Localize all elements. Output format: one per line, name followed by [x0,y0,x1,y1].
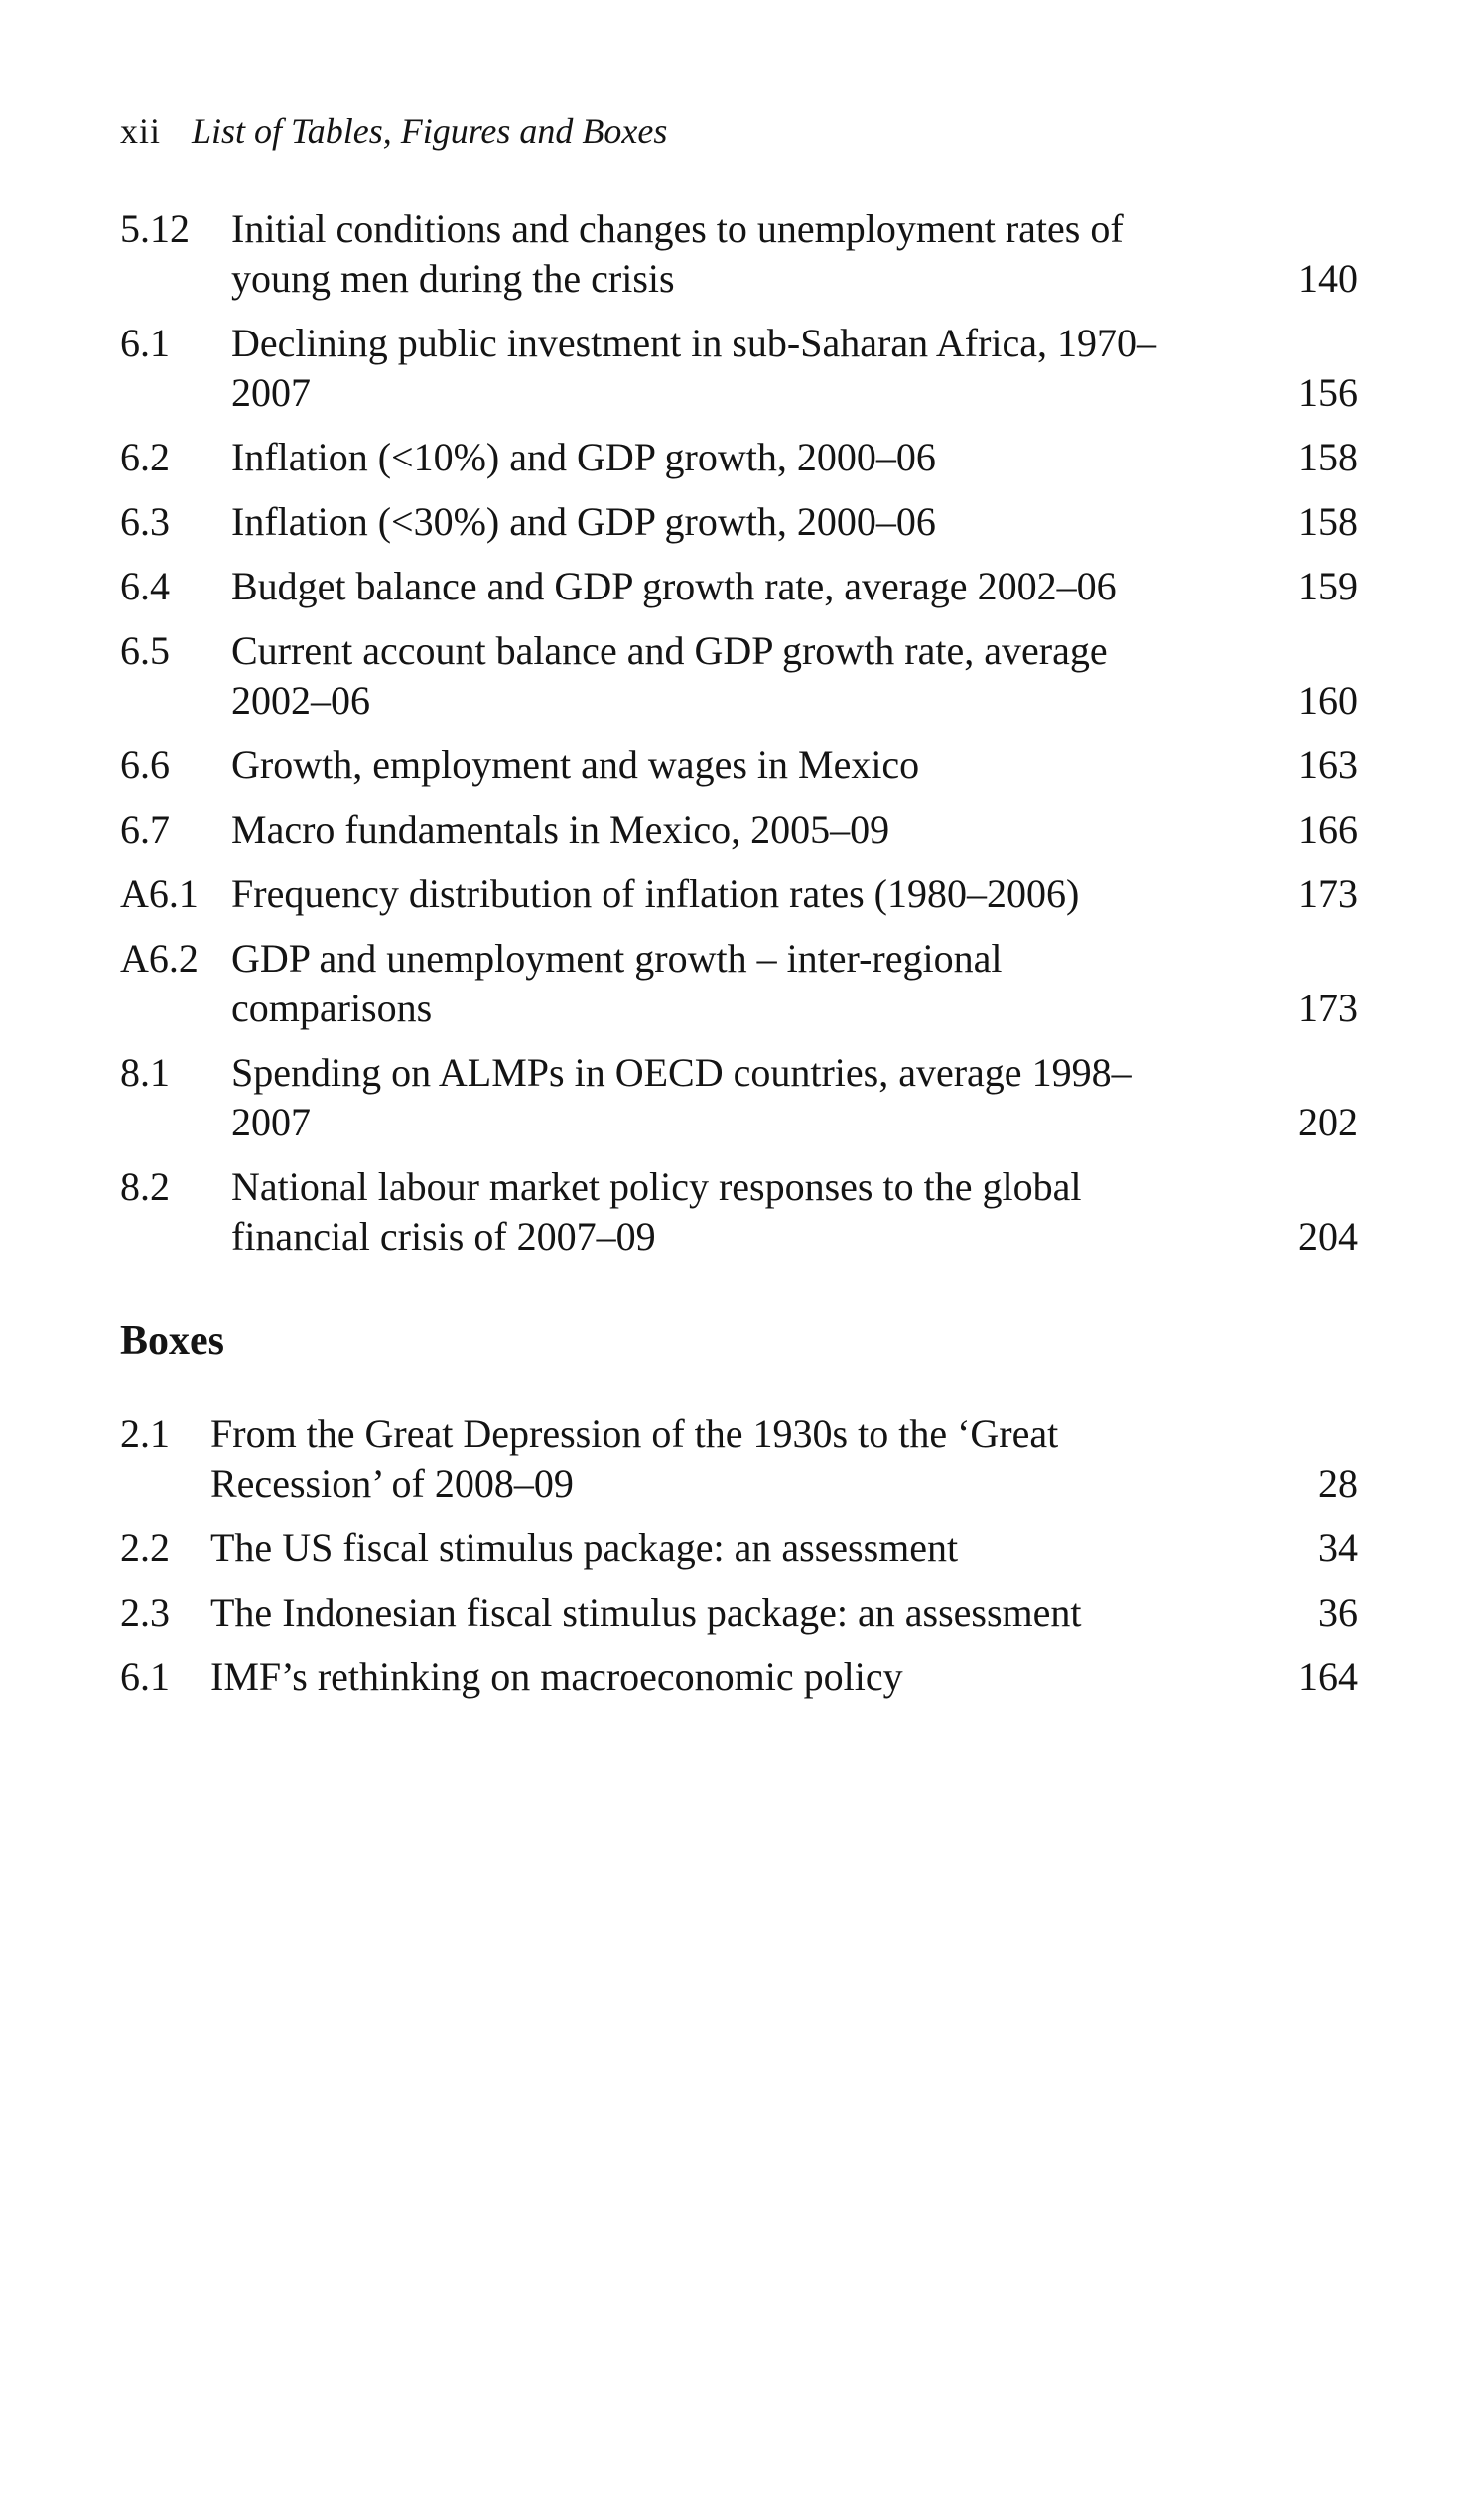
header-page-number: xii [120,111,162,151]
entry-number: 2.3 [120,1590,170,1635]
entry-page: 204 [1298,1214,1358,1259]
entry-page: 158 [1298,499,1358,544]
figure-entry[interactable] [120,1162,1358,1261]
entry-page: 140 [1298,256,1358,301]
entry-page: 173 [1298,871,1358,916]
entry-number: 5.12 [120,206,190,251]
entry-title: Inflation (<10%) and GDP growth, 2000–06 [231,435,936,479]
entry-page: 202 [1298,1100,1358,1144]
running-head [120,107,667,155]
figure-entry[interactable] [120,562,1358,611]
entry-title: Budget balance and GDP growth rate, average 2002–06 [231,564,1117,608]
figure-entry[interactable] [120,740,1358,790]
figures-list [120,204,1358,1276]
entry-number: 6.4 [120,564,170,608]
header-title: List of Tables, Figures and Boxes [192,111,668,151]
entry-title: Growth, employment and wages in Mexico [231,742,920,787]
entry-title: The Indonesian fiscal stimulus package: an assessment [210,1590,1082,1635]
entry-page: 173 [1298,986,1358,1030]
entry-title: Initial conditions and changes to unemployment rates of young men during the crisis [231,206,1124,301]
entry-page: 36 [1318,1590,1358,1635]
entry-page: 163 [1298,742,1358,787]
entry-title: The US fiscal stimulus package: an assessment [210,1525,959,1570]
entry-page: 34 [1318,1525,1358,1570]
figure-entry[interactable] [120,1048,1358,1147]
figure-entry[interactable] [120,497,1358,547]
entry-number: 6.2 [120,435,170,479]
entry-number: 2.2 [120,1525,170,1570]
figure-entry[interactable] [120,433,1358,482]
entry-number: 6.5 [120,628,170,673]
entry-number: A6.2 [120,936,199,981]
entry-page: 159 [1298,564,1358,608]
entry-number: 6.1 [120,321,170,365]
figure-entry[interactable] [120,626,1358,726]
entry-title: GDP and unemployment growth – inter-regional comparisons [231,936,1003,1030]
entry-number: 6.6 [120,742,170,787]
entry-number: 6.3 [120,499,170,544]
entry-title: Inflation (<30%) and GDP growth, 2000–06 [231,499,936,544]
entry-page: 158 [1298,435,1358,479]
entry-title: Frequency distribution of inflation rates (1980–2006) [231,871,1080,916]
box-entry[interactable] [120,1524,1358,1573]
entry-page: 28 [1318,1461,1358,1506]
box-entry[interactable] [120,1653,1358,1702]
entry-page: 166 [1298,807,1358,852]
figure-entry[interactable] [120,869,1358,919]
figure-entry[interactable] [120,204,1358,304]
entry-title: Macro fundamentals in Mexico, 2005–09 [231,807,890,852]
entry-number: 2.1 [120,1411,170,1456]
entry-page: 160 [1298,678,1358,723]
entry-title: Current account balance and GDP growth rate, average 2002–06 [231,628,1108,723]
entry-title: National labour market policy responses to the global financial crisis of 2007–09 [231,1164,1082,1259]
figure-entry[interactable] [120,805,1358,855]
entry-title: IMF’s rethinking on macroeconomic policy [210,1655,903,1699]
entry-page: 156 [1298,370,1358,415]
entry-number: 8.2 [120,1164,170,1209]
box-entry[interactable] [120,1588,1358,1638]
entry-number: 6.7 [120,807,170,852]
entry-title: Spending on ALMPs in OECD countries, average 1998–2007 [231,1050,1132,1144]
boxes-list [120,1409,1358,1717]
figure-entry[interactable] [120,319,1358,418]
entry-number: 8.1 [120,1050,170,1095]
entry-number: A6.1 [120,871,199,916]
entry-title: From the Great Depression of the 1930s to the ‘Great Recession’ of 2008–09 [210,1411,1059,1506]
entry-number: 6.1 [120,1655,170,1699]
entry-title: Declining public investment in sub-Saharan Africa, 1970–2007 [231,321,1157,415]
box-entry[interactable] [120,1409,1358,1509]
figure-entry[interactable] [120,934,1358,1033]
boxes-heading: Boxes [120,1318,224,1364]
entry-page: 164 [1298,1655,1358,1699]
